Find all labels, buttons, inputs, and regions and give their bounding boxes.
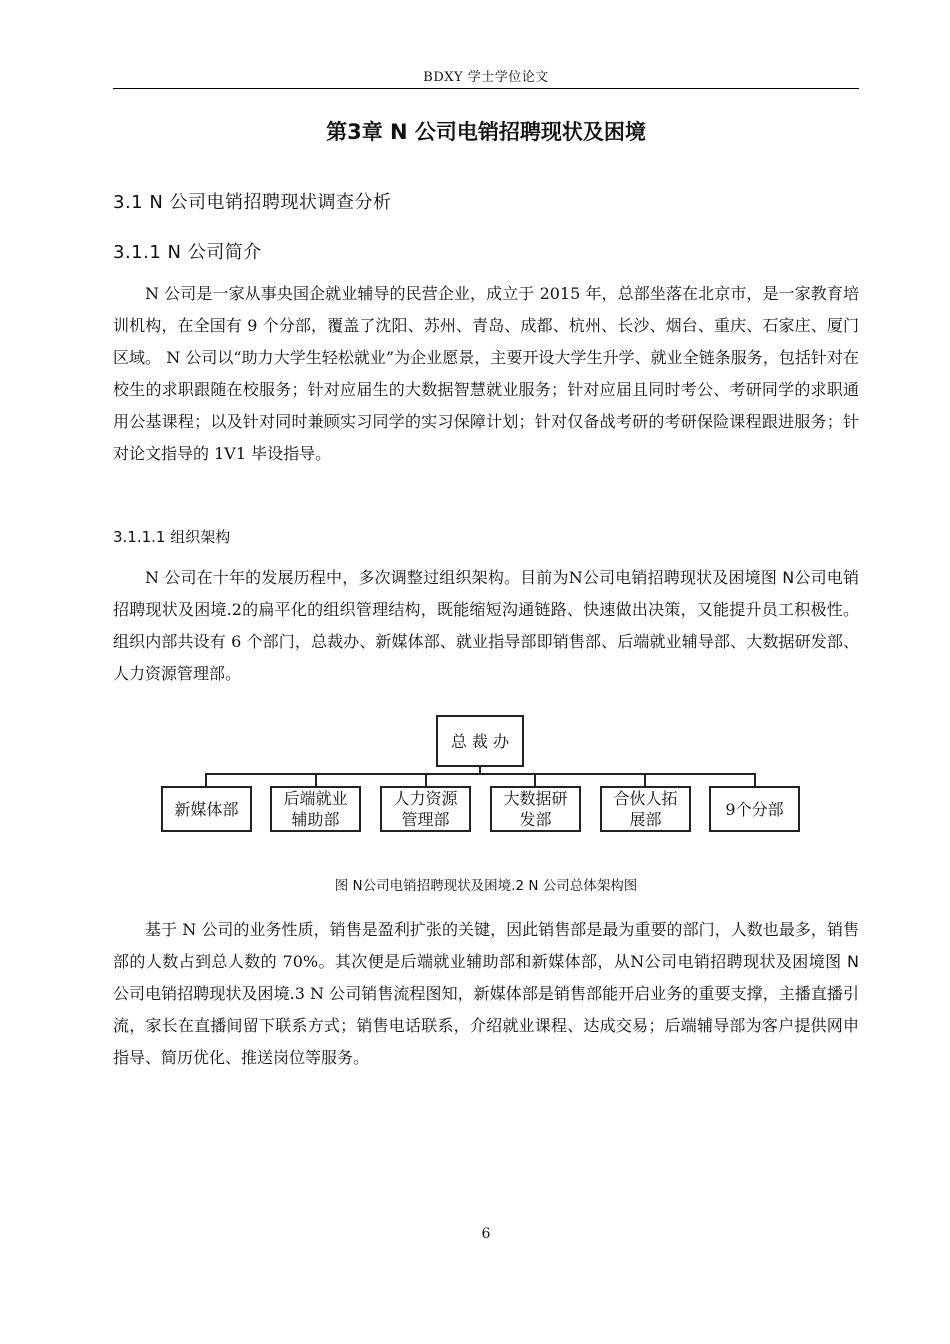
org-connector-branch	[425, 773, 427, 787]
sales-department-paragraph	[113, 914, 859, 1074]
org-root-label: 总 裁 办	[450, 731, 510, 751]
org-dept-box	[709, 786, 800, 832]
figure-cross-reference[interactable]: N公司电销招聘现状及困境	[113, 568, 859, 619]
org-structure-paragraph	[113, 562, 859, 690]
subsection-heading: 3.1.1 N 公司简介	[113, 242, 262, 263]
org-connector-bar	[205, 773, 756, 775]
figure-caption: 图 N公司电销招聘现状及困境.2 N 公司总体架构图	[334, 878, 638, 894]
org-chart	[160, 715, 800, 835]
subsubsection-heading: 3.1.1.1 组织架构	[113, 528, 231, 546]
org-dept-label: 大数据研 发部	[503, 789, 568, 829]
org-dept-box	[490, 786, 581, 832]
org-dept-box	[380, 786, 471, 832]
org-paragraph-text-1: N 公司在十年的发展历程中，多次调整过组织架构。目前为N公司电销招聘现状及困境图	[145, 568, 783, 587]
header-rule	[113, 88, 859, 89]
running-header: BDXY 学士学位论文	[423, 70, 549, 85]
sales-paragraph-text-2: .3 N 公司销售流程图知，新媒体部是销售部能开启业务的重要支撑，主播直播引流，家长在直播间留下联系方式；销售电话联系，介绍就业课程、达成交易；后端辅导部为客户提供网申指导、简历优化、推送岗位等服务。	[113, 984, 859, 1067]
chapter-title: 第3章 N 公司电销招聘现状及困境	[326, 120, 646, 144]
company-intro-paragraph: N 公司是一家从事央国企就业辅导的民营企业，成立于 2015 年，总部坐落在北京市，是一家教育培训机构，在全国有 9 个分部，覆盖了沈阳、苏州、青岛、成都、杭州、长沙、烟台、重庆、石家庄、厦门区域。 N 公司以“助力大学生轻松就业”为企业愿景，主要开设大学生升学、就业全链条服务，包括针对在校生的求职跟随在校服务；针对应届生的大数据智慧就业服务；针对应届且同时考公、考研同学的求职通用公基课程；以及针对同时兼顾实习同学的实习保障计划；针对仅备战考研的考研保险课程跟进服务；针对论文指导的 1V1 毕设指导。	[113, 284, 859, 463]
org-dept-box	[161, 786, 252, 832]
org-dept-box	[270, 786, 361, 832]
figure-cross-reference[interactable]: N 公司电销招聘现状及困境	[113, 952, 859, 1003]
org-connector-branch	[754, 773, 756, 787]
org-dept-label: 人力资源 管理部	[393, 789, 458, 829]
org-dept-label: 9个分部	[725, 799, 784, 819]
org-dept-label: 合伙人拓 展部	[613, 789, 678, 829]
org-root-box	[436, 715, 524, 767]
sales-paragraph-text-1: 基于 N 公司的业务性质，销售是盈利扩张的关键，因此销售部是最为重要的部门，人数也最多，销售部的人数占到总人数的 70%。其次便是后端就业辅助部和新媒体部，从N公司电销招聘现状及困境图	[113, 920, 859, 971]
org-connector-branch	[315, 773, 317, 787]
org-dept-label: 后端就业 辅助部	[283, 789, 348, 829]
org-connector-branch	[205, 773, 207, 787]
org-paragraph-text-2: .2的扁平化的组织管理结构，既能缩短沟通链路、快速做出决策，又能提升员工积极性。组织内部共设有 6 个部门，总裁办、新媒体部、就业指导部即销售部、后端就业辅导部、大数据研发部、人力资源管理部。	[113, 600, 859, 683]
section-heading: 3.1 N 公司电销招聘现状调查分析	[113, 192, 392, 213]
page-number: 6	[481, 1226, 491, 1242]
org-dept-box	[600, 786, 691, 832]
org-dept-label: 新媒体部	[174, 799, 239, 819]
org-connector-branch	[534, 773, 536, 787]
org-connector-branch	[644, 773, 646, 787]
